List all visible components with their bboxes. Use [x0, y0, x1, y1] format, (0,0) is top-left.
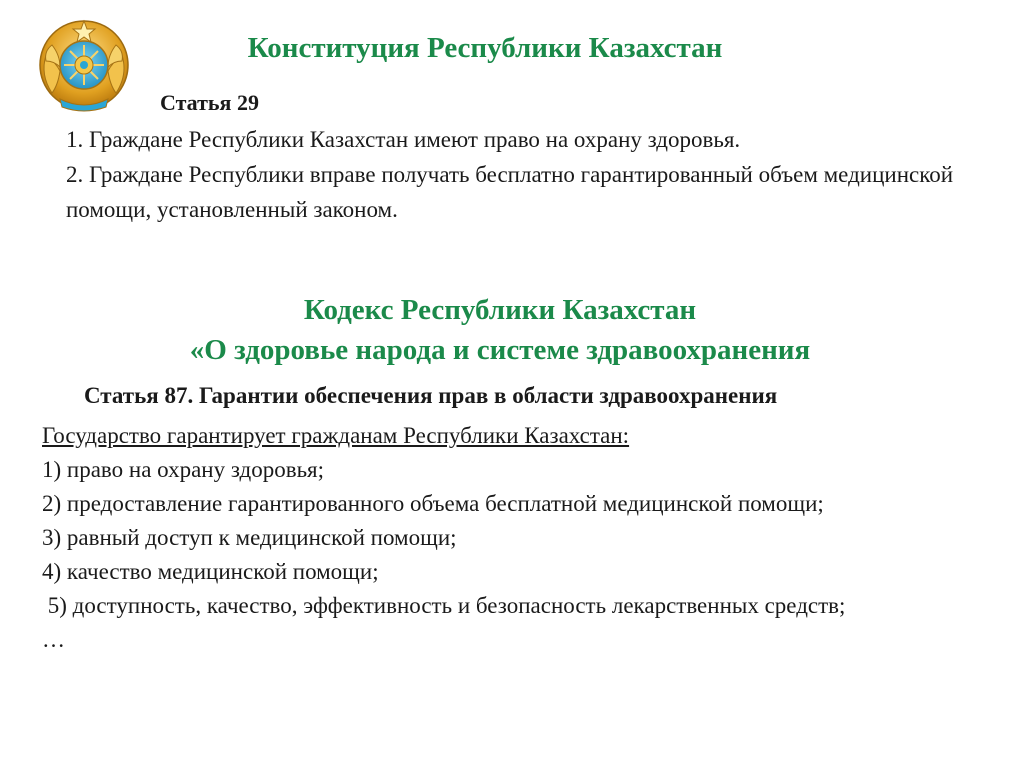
article-29-heading: Статья 29	[160, 90, 259, 115]
article-87-heading: Статья 87. Гарантии обеспечения прав в области здравоохранения	[84, 383, 778, 408]
health-code-title-line-1: Кодекс Республики Казахстан	[303, 294, 697, 326]
health-code-title	[100, 290, 900, 370]
article-87-item-3: 3) равный доступ к медицинской помощи;	[42, 525, 457, 550]
article-87-item-2: 2) предоставление гарантированного объема бесплатной медицинской помощи;	[42, 491, 824, 516]
article-87-item-5: 5) доступность, качество, эффективность и безопасность лекарственных средств;	[42, 593, 846, 618]
article-87-intro: Государство гарантирует гражданам Республики Казахстан:	[42, 423, 630, 448]
article-87-body	[42, 419, 982, 657]
article-87-ellipsis: …	[42, 627, 65, 652]
article-29-item-1: 1. Граждане Республики Казахстан имеют право на охрану здоровья.	[66, 127, 741, 152]
article-29-body	[66, 122, 1016, 227]
article-87-item-1: 1) право на охрану здоровья;	[42, 457, 325, 482]
article-87-item-4: 4) качество медицинской помощи;	[42, 559, 379, 584]
health-code-title-line-2: «О здоровье народа и системе здравоохранения	[189, 334, 811, 366]
constitution-title: Конституция Республики Казахстан	[247, 32, 723, 64]
article-29-item-2: 2. Граждане Республики вправе получать бесплатно гарантированный объем медицинской помощи, установленный законом.	[66, 162, 954, 222]
kazakhstan-emblem-icon	[30, 15, 138, 115]
